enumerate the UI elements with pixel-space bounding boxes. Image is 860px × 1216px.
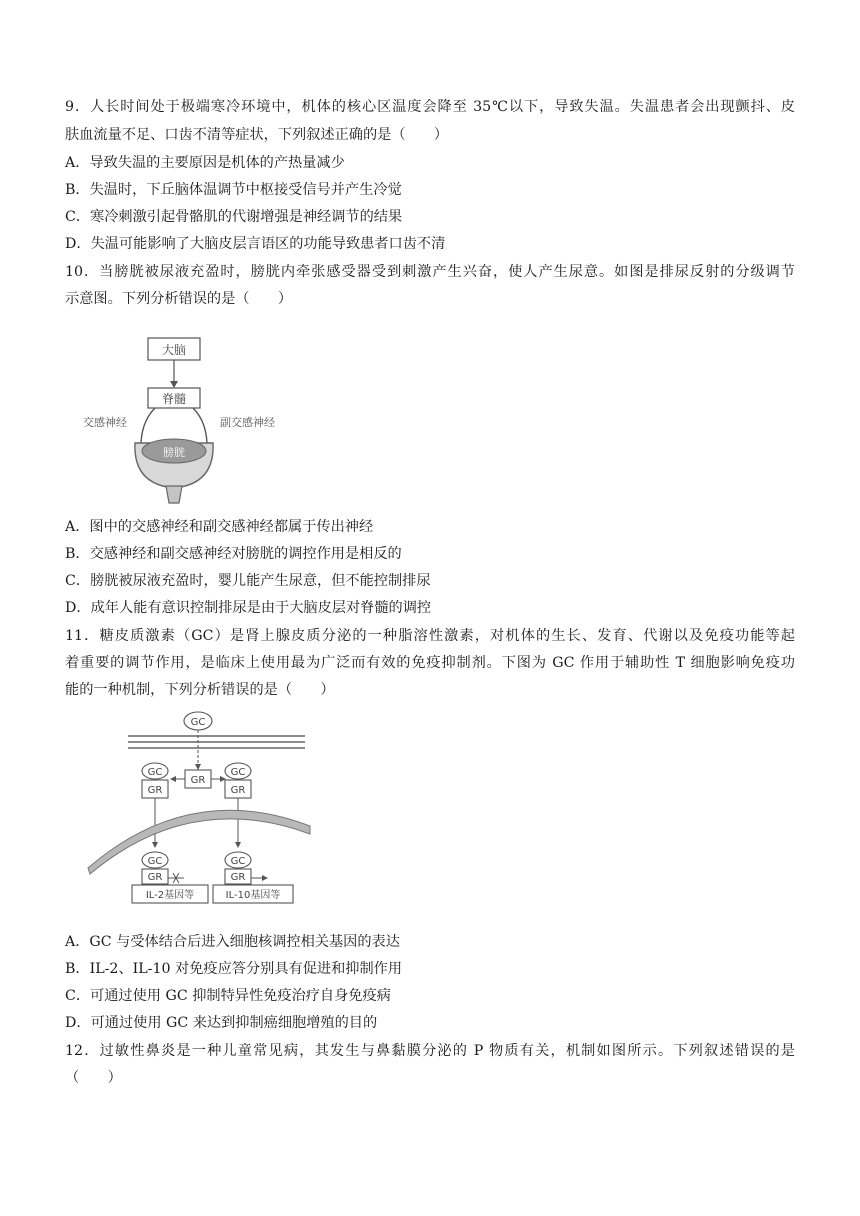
q9-option-a: A．导致失温的主要原因是机体的产热量减少: [65, 155, 345, 171]
svg-text:GR: GR: [147, 872, 163, 883]
q9-option-b: B．失温时，下丘脑体温调节中枢接受信号并产生冷觉: [65, 182, 402, 198]
il10-gene-label: IL-10基因等: [225, 890, 281, 901]
svg-text:GC: GC: [230, 767, 246, 778]
q11-option-a: A．GC 与受体结合后进入细胞核调控相关基因的表达: [65, 934, 400, 950]
q11-option-b: B．IL-2、IL-10 对免疫应答分别具有促进和抑制作用: [65, 961, 403, 977]
q12-stem-line2: （ ）: [65, 1070, 122, 1086]
svg-text:GR: GR: [230, 785, 246, 796]
q9-option-c: C．寒冷刺激引起骨骼肌的代谢增强是神经调节的结果: [65, 209, 403, 225]
parasympathetic-label: 副交感神经: [220, 416, 275, 429]
svg-text:GC: GC: [147, 856, 163, 867]
q10-option-b: B．交感神经和副交感神经对膀胱的调控作用是相反的: [65, 546, 402, 562]
svg-text:GC: GC: [147, 767, 163, 778]
q9-stem-line2: 肤血流量不足、口齿不清等症状，下列叙述正确的是（ ）: [65, 127, 449, 143]
brain-label: 大脑: [161, 343, 187, 357]
spinal-cord-label: 脊髓: [161, 392, 187, 406]
bladder-label: 膀胱: [163, 446, 185, 459]
q10-stem-line2: 示意图。下列分析错误的是（ ）: [65, 291, 293, 307]
gc-outside-label: GC: [190, 717, 206, 728]
q9-stem-line1: 9．人长时间处于极端寒冷环境中，机体的核心区温度会降至 35℃以下，导致失温。失温患者会出现颤抖、皮: [65, 99, 795, 115]
svg-text:GR: GR: [190, 775, 206, 786]
svg-text:GR: GR: [230, 872, 246, 883]
q11-option-c: C．可通过使用 GC 抑制特异性免疫治疗自身免疫病: [65, 988, 391, 1004]
q10-figure: [75, 318, 305, 508]
q10-option-a: A．图中的交感神经和副交感神经都属于传出神经: [65, 519, 374, 535]
q11-stem-line1: 11．糖皮质激素（GC）是肾上腺皮质分泌的一种脂溶性激素，对机体的生长、发育、代谢以及免疫功能等起: [65, 628, 795, 644]
q10-option-c: C．膀胱被尿液充盈时，婴儿能产生尿意，但不能控制排尿: [65, 573, 431, 589]
q10-stem-line1: 10．当膀胱被尿液充盈时，膀胱内牵张感受器受到刺激产生兴奋，使人产生尿意。如图是排尿反射的分级调节: [65, 264, 795, 280]
q9-option-d: D．失温可能影响了大脑皮层言语区的功能导致患者口齿不清: [65, 236, 446, 252]
q11-option-d: D．可通过使用 GC 来达到抑制癌细胞增殖的目的: [65, 1015, 378, 1031]
nuclear-envelope: [88, 810, 310, 874]
sympathetic-label: 交感神经: [83, 416, 127, 429]
q11-stem-line3: 能的一种机制，下列分析错误的是（ ）: [65, 682, 335, 698]
svg-text:GR: GR: [147, 785, 163, 796]
q11-figure: [80, 708, 320, 918]
q11-stem-line2: 着重要的调节作用，是临床上使用最为广泛而有效的免疫抑制剂。下图为 GC 作用于辅助性 T 细胞影响免疫功: [65, 655, 795, 671]
il2-gene-label: IL-2基因等: [145, 890, 195, 901]
q12-stem-line1: 12．过敏性鼻炎是一种儿童常见病，其发生与鼻黏膜分泌的 P 物质有关，机制如图所示。下列叙述错误的是: [65, 1043, 795, 1059]
svg-text:GC: GC: [230, 856, 246, 867]
q10-option-d: D．成年人能有意识控制排尿是由于大脑皮层对脊髓的调控: [65, 600, 432, 616]
